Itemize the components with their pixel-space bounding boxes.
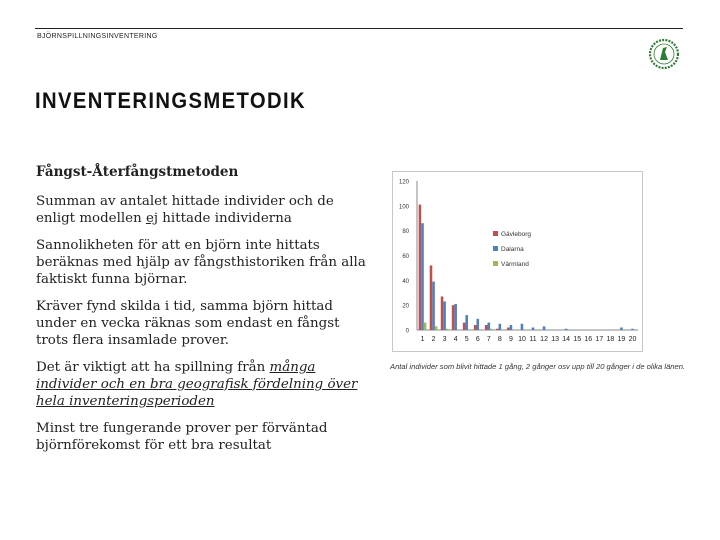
- x-tick-label: 20: [628, 336, 637, 343]
- y-tick-label: 0: [405, 328, 409, 335]
- bar-dalarna: [620, 328, 623, 330]
- x-tick-label: 4: [453, 336, 458, 343]
- bar-dalarna: [521, 324, 524, 330]
- bar-gävleborg: [463, 323, 466, 330]
- x-tick-label: 14: [562, 336, 571, 343]
- paragraph: Kräver fynd skilda i tid, samma björn hittad under en vecka räknas som endast en fångst trots flera insamlade prover.: [36, 299, 340, 348]
- section-kicker: BJÖRNSPILLNINGSINVENTERING: [37, 33, 158, 40]
- paragraph: Sannolikheten för att en björn inte hittats beräknas med hjälp av fångsthistoriken från alla faktiskt funna björnar.: [36, 238, 366, 287]
- content-heading: Fångst-Återfångstmetoden: [36, 164, 239, 180]
- bar-chart: [393, 172, 642, 351]
- x-tick-label: 8: [497, 336, 502, 343]
- y-tick-label: 60: [402, 254, 409, 260]
- x-tick-label: 12: [540, 336, 548, 343]
- bar-dalarna: [488, 323, 491, 330]
- bar-gävleborg: [419, 205, 422, 330]
- x-tick-label: 10: [518, 336, 526, 343]
- y-tick-label: 40: [402, 278, 409, 285]
- bar-dalarna: [454, 304, 457, 330]
- emphasized-text: många individer och en bra geografisk fördelning över hela inventeringsperioden: [36, 360, 358, 409]
- underlined-text: ej: [145, 211, 159, 226]
- x-tick-label: 7: [486, 336, 491, 343]
- x-tick-label: 5: [464, 336, 469, 343]
- chart-frame: [392, 171, 643, 352]
- text: Det är viktigt att ha spillning från: [36, 360, 270, 375]
- y-tick-label: 120: [398, 179, 409, 186]
- legend-swatch: [493, 246, 498, 251]
- bar-dalarna: [421, 223, 424, 330]
- bar-dalarna: [465, 315, 468, 330]
- paragraph: Minst tre fungerande prover per förväntad björnförekomst för ett bra resultat: [36, 421, 328, 453]
- x-tick-label: 17: [595, 336, 604, 343]
- x-tick-label: 6: [475, 336, 480, 343]
- text: hittade individerna: [158, 211, 292, 226]
- x-tick-label: 1: [420, 336, 425, 343]
- x-tick-label: 19: [617, 336, 626, 343]
- chart-caption: Antal individer som blivit hittade 1 gång, 2 gånger osv upp till 20 gånger i de olika länen.: [390, 362, 686, 371]
- seal-logo-icon: [648, 38, 680, 70]
- legend-label: Värmland: [501, 261, 529, 268]
- content-text: [36, 164, 366, 464]
- y-tick-label: 100: [398, 204, 409, 211]
- bar-värmland: [435, 326, 438, 330]
- page-title: INVENTERINGSMETODIK: [35, 88, 306, 113]
- bar-dalarna: [543, 326, 546, 330]
- legend-swatch: [493, 231, 498, 236]
- legend-swatch: [493, 261, 498, 266]
- bar-gävleborg: [441, 296, 444, 330]
- y-tick-label: 20: [402, 303, 409, 310]
- bar-värmland: [490, 329, 493, 330]
- bar-värmland: [424, 323, 427, 330]
- x-tick-label: 2: [431, 336, 436, 343]
- x-tick-label: 11: [529, 336, 537, 343]
- bar-dalarna: [499, 324, 502, 330]
- y-tick-label: 80: [402, 229, 409, 236]
- bar-gävleborg: [507, 328, 510, 330]
- bar-dalarna: [476, 319, 479, 330]
- bar-gävleborg: [452, 305, 455, 330]
- bar-gävleborg: [485, 325, 488, 330]
- paragraph: [36, 193, 366, 227]
- x-tick-label: 16: [584, 336, 593, 343]
- x-tick-label: 13: [551, 336, 560, 343]
- bar-dalarna: [631, 329, 634, 330]
- x-tick-label: 15: [573, 336, 582, 343]
- x-tick-label: 18: [606, 336, 615, 343]
- header-rule: [35, 28, 683, 29]
- bar-dalarna: [532, 328, 535, 330]
- bar-gävleborg: [474, 325, 477, 330]
- text: Summan av antalet hittade individer och de enligt modellen: [36, 194, 334, 226]
- x-tick-label: 3: [442, 336, 447, 343]
- bar-dalarna: [443, 301, 446, 330]
- bar-dalarna: [565, 329, 568, 330]
- legend-label: Dalarna: [501, 246, 524, 253]
- bar-värmland: [446, 329, 449, 330]
- bar-dalarna: [432, 282, 435, 330]
- legend-label: Gävleborg: [501, 231, 531, 238]
- paragraph: [36, 359, 366, 410]
- bar-dalarna: [510, 325, 513, 330]
- x-tick-label: 9: [508, 336, 513, 343]
- bar-gävleborg: [430, 265, 433, 330]
- bar-gävleborg: [496, 329, 499, 330]
